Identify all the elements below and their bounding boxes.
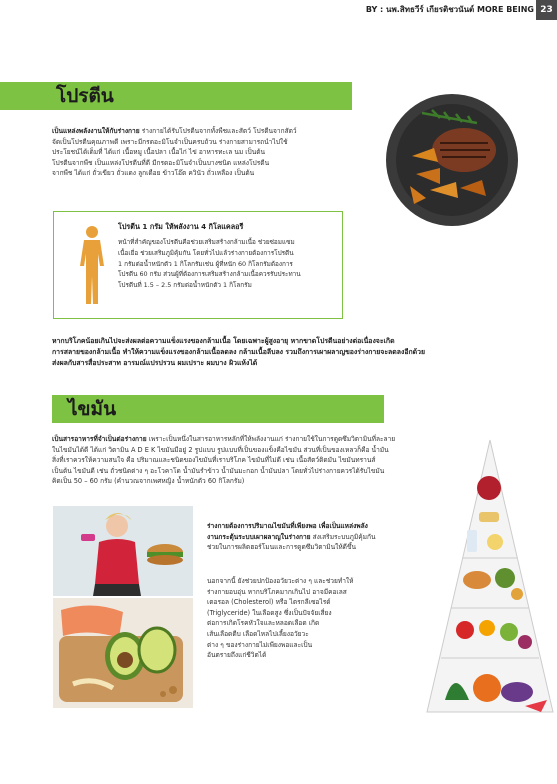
fat-heading-band — [52, 395, 384, 423]
avocado-salmon-board-photo — [53, 598, 193, 708]
woman-top — [95, 539, 139, 584]
fat-title: ไขมัน — [68, 398, 117, 420]
running-head: BY : นพ.สิทธวีร์ เกียรติชวนันต์ MORE BEING — [365, 5, 534, 14]
protein-box-body: หน้าที่สำคัญของโปรตีนคือช่วยเสริมสร้างกล้ามเนื้อ ช่วยซ่อมแซม เนื้อเยื่อ ช่วยเสริมภูมิคุ้มกัน โดยทั่วไปแล้วร่างกายต้องการโปรตีน 1 กรัมต่อน้ำหนักตัว 1 กิโลกรัมเช่น ผู้ที่หนัก 60 กิโลกรัมต้องการ โปรตีน 60 กรัม ส่วนผู้ที่ต้องการเสริมสร้างกล้ามเนื้อควรรับประทาน โปรตีนที่ 1.5 – 2.5 กรัมต่อน้ำหนักตัว 1 กิโลกรัม — [118, 238, 301, 290]
protein-info-box — [53, 211, 343, 319]
woman-head — [106, 515, 128, 537]
page-header — [0, 0, 557, 22]
protein-warning: หากบริโภคน้อยเกินไปจะส่งผลต่อความแข็งแรงของกล้ามเนื้อ โดยเฉพาะผู้สูงอายุ หากขาดโปรตีนอย่างต่อเนื่องจะเกิด การสลายของกล้ามเนื้อ ทำให้ความแข็งแรงของกล้ามเนื้อลดลง กล้ามเนื้อลีบลง รวมถึงการเผาผลาญของร่างกายจะลดลงอีกด้วย ส่งผลกับสารสื่อประสาท อารมณ์แปรปรวน ผมเปราะ ผมบาง ผิวแห้งได้ — [52, 337, 426, 368]
protein-intro-lead: เป็นแหล่งพลังงานให้กับร่างกาย — [52, 127, 140, 135]
page-number: 23 — [536, 0, 557, 20]
fat-intro — [52, 434, 457, 500]
woman-with-dumbbell-and-burger-photo — [53, 506, 193, 596]
protein-intro-body: ร่างกายได้รับโปรตีนจากทั้งพืชและสัตว์ โปรตีนจากสัตว์ จัดเป็นโปรตีนคุณภาพดี เพราะมีกรดอะมิโนจำเป็นครบถ้วน ร่างกายสามารถนำไปใช้ ประโยชน์ได้เต็มที่ ได้แก่ เนื้อหมู เนื้อปลา เนื้อไก่ ไข่ อาหารทะเล นม เป็นต้น โปรตีนจากพืช เป็นแหล่งโปรตีนที่ดี มีกรดอะมิโนจำเป็นบางชนิด แหล่งโปรตีน จากพืช ได้แก่ ถั่วเขียว ถั่วแดง ลูกเดือย ข้าวโอ๊ต ควินัว ถั่วเหลือง เป็นต้น — [52, 127, 297, 178]
fat-side-lead: ร่างกายต้องการปริมาณไขมันที่เพียงพอ เพื่อเป็นแหล่งพลัง งานกระตุ้นระบบเผาผลาญในร่างกาย — [207, 522, 368, 541]
fat-intro-body: เพราะเป็นหนึ่งในสารอาหารหลักที่ให้พลังงานแก่ ร่างกายใช้ในการดูดซึมวิตามินที่ละลาย ในไขมันได้ดี ได้แก่ วิตามิน A D E K ไขมันมีอยู่ 2 รูปแบบ รูปแบบที่เป็นของแข็งคือไขมัน ส่วนที่เป็นของเหลวก็คือ น้ำมัน สิ่งที่เราควรให้ความสนใจ คือ ปริมาณและชนิดของไขมันที่เราบริโภค ไขมันที่ไม่ดี เช่น เนื้อสัตว์ติดมัน ไขมันทรานส์ เป็นต้น ไขมันดี เช่น ถั่วชนิดต่าง ๆ อะโวคาโด น้ำมันรำข้าว น้ำมันมะกอก น้ำมันปลา โดยทั่วไปร่างกายควรได้รับไขมัน คิดเป็น 50 – 60 กรัม (คำนวณจากเพศหญิง น้ำหนักตัว 60 กิโลกรัม) — [52, 435, 396, 486]
dumbbell — [81, 534, 95, 541]
fat-side-text-1 — [207, 521, 433, 575]
protein-heading-band — [0, 82, 352, 110]
fat-side-text-2: นอกจากนี้ ยังช่วยปกป้องอวัยวะต่าง ๆ และช่วยทำให้ ร่างกายอบอุ่น หากบริโภคมากเกินไป อาจมีคอเลส เตอรอล (Cholesterol) หรือ ไตรกลีเซอไรด์ (Triglyceride) ในเลือดสูง ซึ่งเป็นปัจจัยเสี่ยง ต่อการเกิดโรคหัวใจและหลอดเลือด เกิด เส้นเลือดตีบ เลือดไหลไปเลี้ยงอวัยวะ ต่าง ๆ ของร่างกายไม่เพียงพอและเป็น อันตรายถึงแก่ชีวิตได้ — [207, 577, 354, 660]
protein-box-title: โปรตีน 1 กรัม ให้พลังงาน 4 กิโลแคลอรี — [118, 222, 244, 231]
fruit-tier — [456, 621, 474, 639]
protein-intro — [52, 126, 352, 190]
fat-side-body-1: ส่งเสริมระบบภูมิคุ้มกัน ช่วยในการผลิตฮอร์โมนและการดูดซึมวิตามินให้ดีขึ้น — [207, 532, 376, 552]
sweets-tier — [477, 476, 501, 500]
human-silhouette-icon — [76, 224, 108, 306]
food-pyramid-illustration — [425, 430, 555, 720]
steak-plate-photo — [382, 88, 522, 228]
dairy-tier — [467, 530, 477, 552]
protein-title: โปรตีน — [56, 85, 114, 107]
protein-tier — [463, 571, 491, 589]
fat-intro-lead: เป็นสารอาหารที่จำเป็นต่อร่างกาย — [52, 435, 147, 443]
